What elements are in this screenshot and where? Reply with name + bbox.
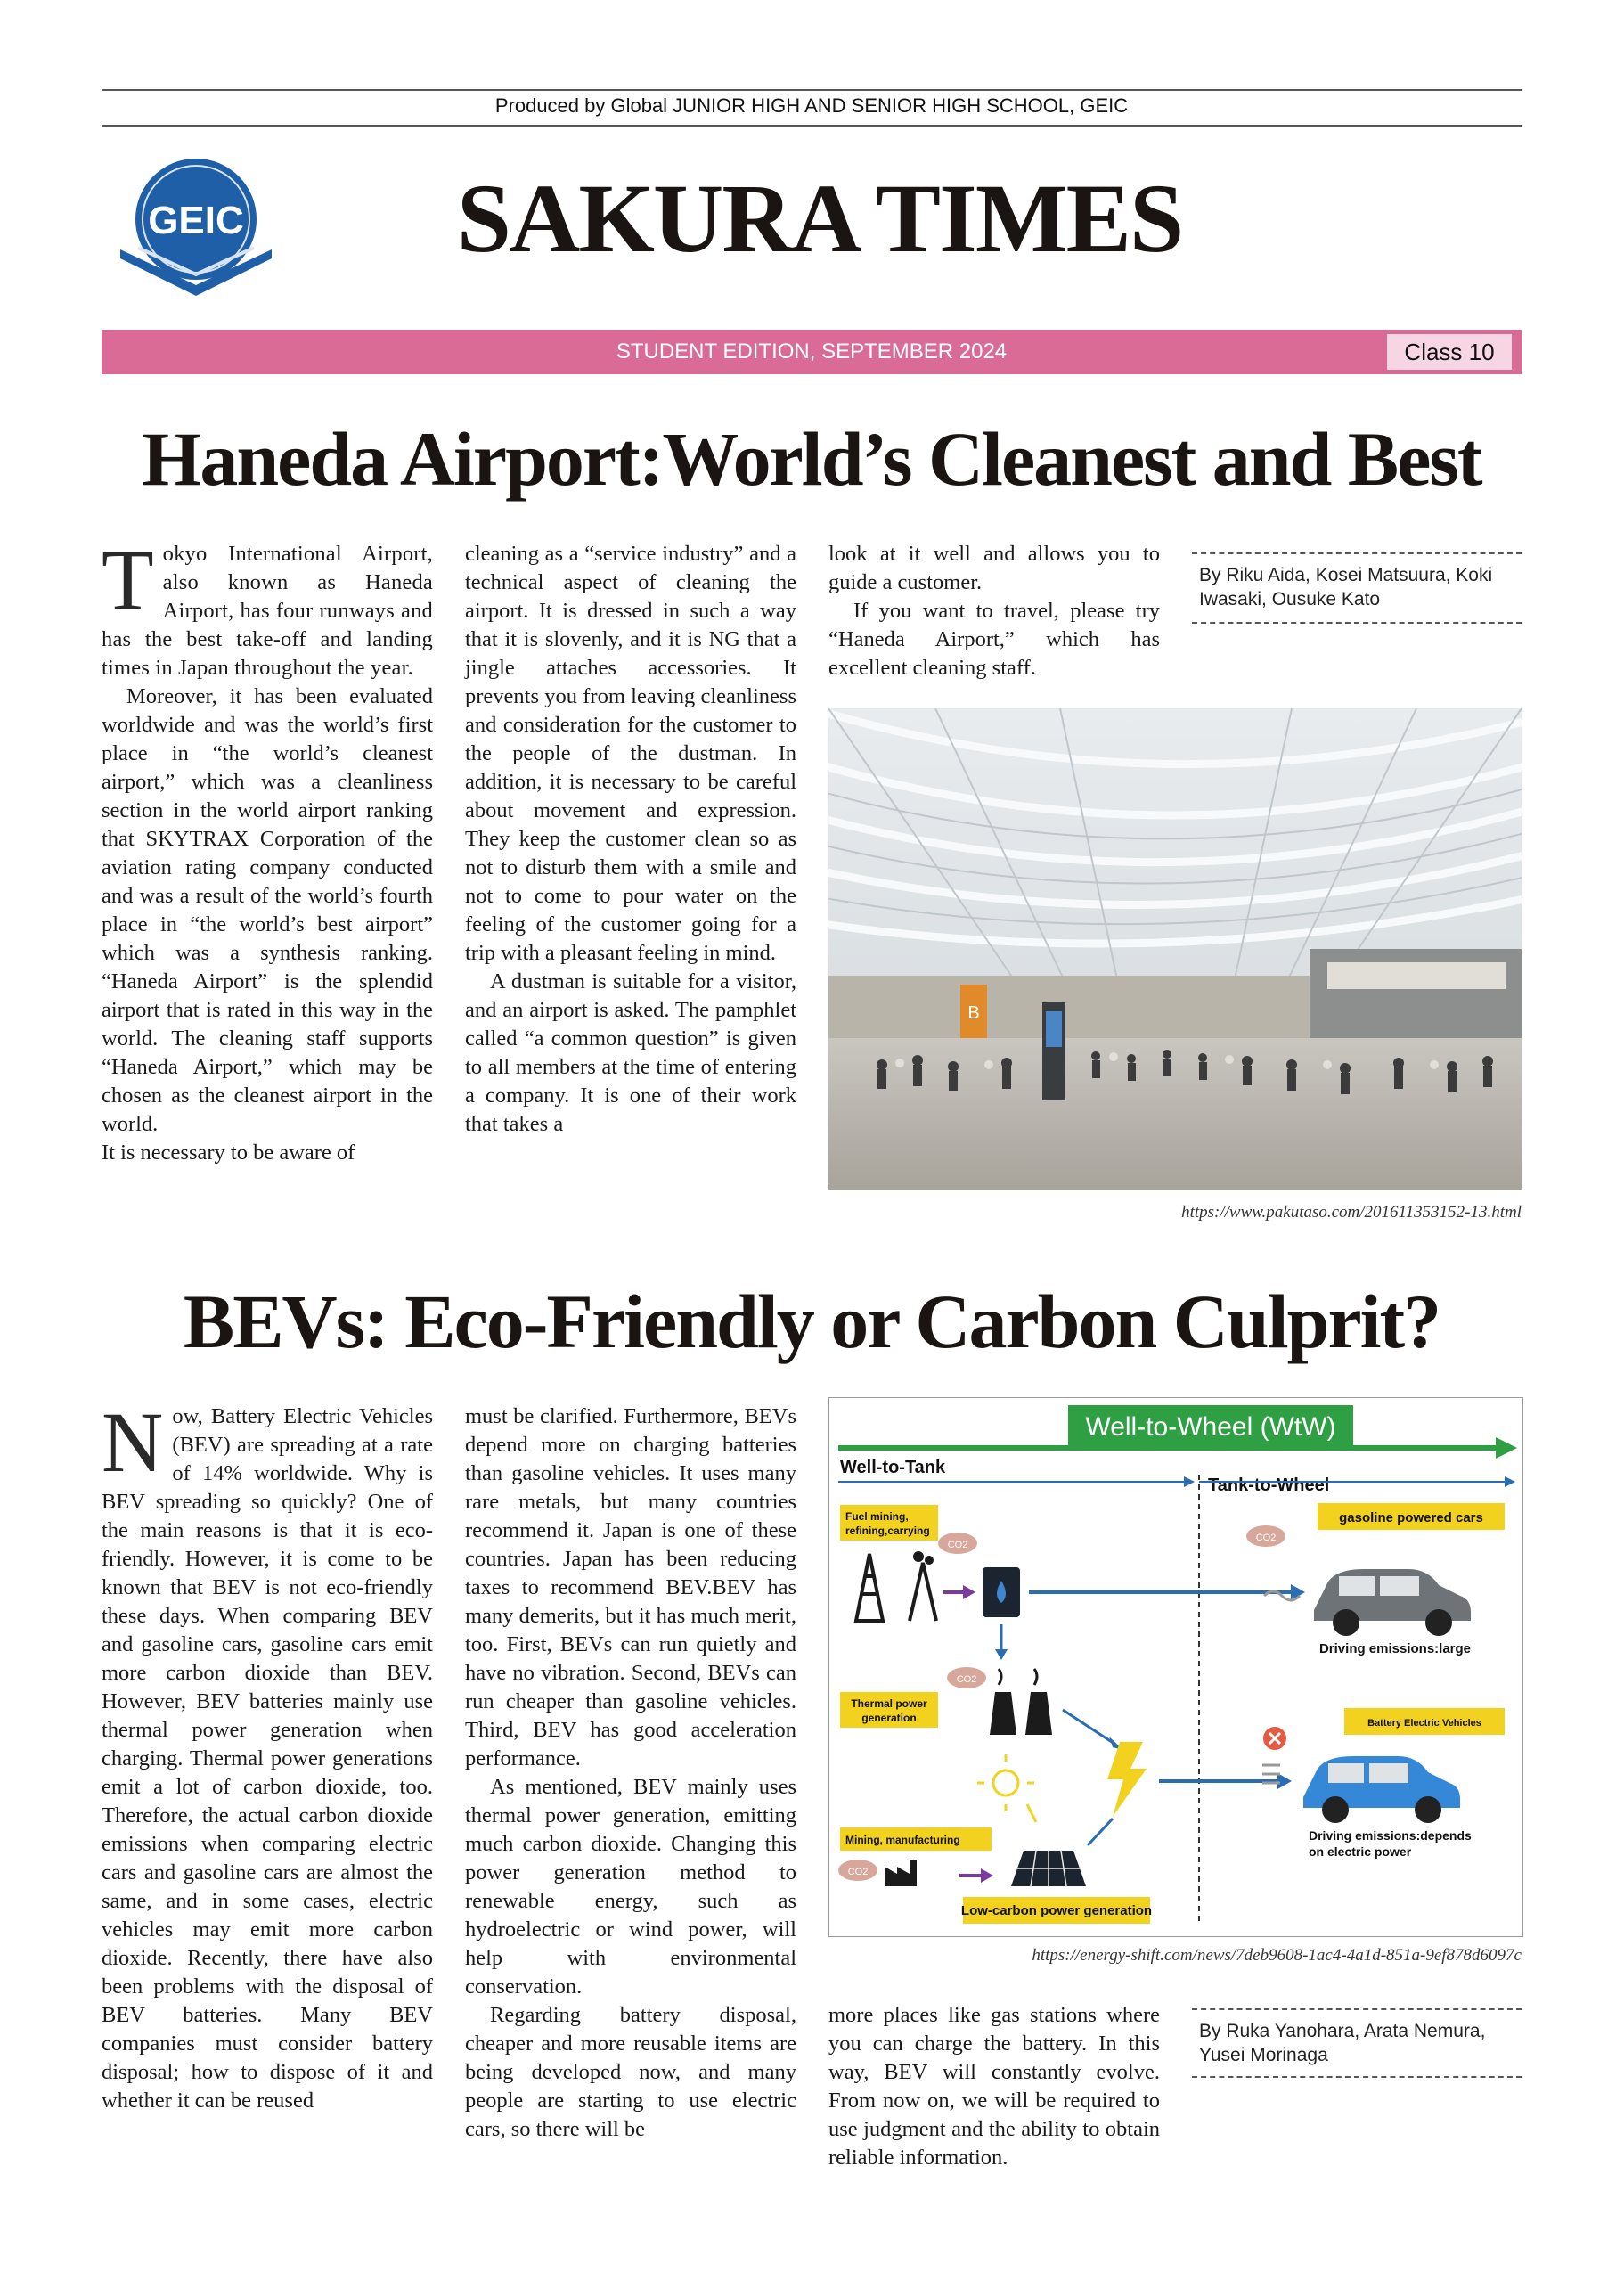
svg-text:refining,carrying: refining,carrying bbox=[845, 1525, 930, 1537]
edition-label: STUDENT EDITION, SEPTEMBER 2024 bbox=[616, 339, 1008, 364]
paragraph: more places like gas stations where you can charge the battery. In this way, BEV will constantly evolve. From now on, we will be required to use judgment and the ability to obtain reliable information. bbox=[828, 2003, 1160, 2170]
paragraph: must be clarified. Furthermore, BEVs depend more on charging batteries than gasoline vehicles. It uses many rare metals, but many countries recommend it. Japan is one of these countries. Japan has been reducing taxes to recommend BEV.BEV has many demerits, but it has much merit, too. First, BEVs can run quietly and have no vibration. Second, BEVs can run cheaper than gasoline vehicles. Third, BEV has good acceleration performance. bbox=[465, 1404, 796, 1770]
mining-label: Mining, manufacturing bbox=[845, 1834, 960, 1846]
thermal-power-label: Thermal power bbox=[851, 1697, 927, 1710]
lightning-icon bbox=[1107, 1742, 1147, 1817]
paragraph: Regarding battery disposal, cheaper and more reusable items are being developed now, and many people are starting to use electric cars, so there will be bbox=[465, 2003, 796, 2141]
paragraph: A dustman is suitable for a visitor, and an airport is asked. The pamphlet called “a common question” is given to all members at the time of entering a company. It is one of their work that takes a bbox=[465, 969, 796, 1136]
svg-text:on electric power: on electric power bbox=[1309, 1844, 1412, 1859]
gasoline-cars-label: gasoline powered cars bbox=[1339, 1510, 1483, 1525]
byline-divider bbox=[1192, 622, 1522, 624]
power-plant-icon bbox=[990, 1669, 1052, 1735]
dropcap: T bbox=[102, 532, 154, 627]
co2-badge: CO2 bbox=[1255, 1533, 1277, 1543]
well-to-tank-label: Well-to-Tank bbox=[840, 1458, 946, 1477]
article-2-column-1 bbox=[102, 1394, 433, 2115]
svg-text:generation: generation bbox=[861, 1712, 917, 1724]
diagram-title: Well-to-Wheel (WtW) bbox=[1085, 1412, 1336, 1442]
article-2-byline: By Ruka Yanohara, Arata Nemura, Yusei Morinaga bbox=[1199, 2021, 1486, 2065]
diagram-credit: https://energy-shift.com/news/7deb9608-1ac4-4a1d-851a-9ef878d6097c bbox=[1032, 1946, 1522, 1965]
article-1-headline: Haneda Airport:World’s Cleanest and Best bbox=[142, 416, 1481, 502]
article-1-byline: By Riku Aida, Kosei Matsuura, Koki Iwasaki, Ousuke Kato bbox=[1199, 565, 1493, 609]
factory-icon bbox=[885, 1860, 917, 1886]
gasoline-car-icon bbox=[1314, 1569, 1471, 1636]
paragraph: It is necessary to be aware of bbox=[102, 1140, 355, 1165]
oil-rig-icon bbox=[856, 1551, 936, 1621]
masthead-title: SAKURA TIMES bbox=[456, 164, 1183, 273]
byline-divider bbox=[1192, 552, 1522, 554]
co2-badge: CO2 bbox=[956, 1674, 977, 1685]
sun-icon bbox=[993, 1770, 1018, 1795]
byline-divider bbox=[1192, 2008, 1522, 2010]
paragraph: ow, Battery Electric Vehicles (BEV) are spreading at a rate of 14% worldwide. Why is BEV spreading so quickly? One of the main reasons is that it is eco-friendly. However, it is come to be known that BEV is not eco-friendly these days. When comparing BEV and gasoline cars, gasoline cars emit more carbon dioxide than BEV. However, BEV batteries mainly use thermal power generation when charging. Thermal power generations emit a lot of carbon dioxide, too. Therefore, the actual carbon dioxide emissions when comparing electric cars and gasoline cars are almost the same, and in some cases, electric vehicles may emit more carbon dioxide. Recently, there have also been problems with the disposal of BEV batteries. Many BEV companies must consider battery disposal; how to dispose of it and whether it can be reused bbox=[102, 1404, 433, 2113]
geic-logo bbox=[107, 151, 285, 303]
photo-credit: https://www.pakutaso.com/201611353152-13.html bbox=[1181, 1203, 1522, 1222]
producer-underline bbox=[102, 125, 1522, 127]
paragraph: look at it well and allows you to guide a customer. bbox=[828, 542, 1160, 594]
logo-text: GEIC bbox=[148, 199, 244, 242]
producer-line: Produced by Global JUNIOR HIGH AND SENIOR HIGH SCHOOL, GEIC bbox=[494, 94, 1129, 117]
driving-emissions-large: Driving emissions:large bbox=[1318, 1641, 1472, 1656]
article-2-column-3 bbox=[828, 2001, 1160, 2172]
tank-to-wheel-label: Tank-to-Wheel bbox=[1208, 1476, 1330, 1495]
paragraph: Moreover, it has been evaluated worldwide and was the world’s first place in “the world’s cleanest airport,” which was a cleanliness section in the world airport ranking that SKYTRAX Corporation of the aviation rating company conducted and was a result of the world’s fourth place in “the world’s best airport” which was a synthesis ranking. “Haneda Airport” is the splendid airport that is rated in this way in the world. The cleaning staff supports “Haneda Airport,” which may be chosen as the cleanest airport in the world. bbox=[102, 684, 433, 1136]
co2-badge: CO2 bbox=[847, 1867, 869, 1877]
electric-car-icon bbox=[1303, 1756, 1460, 1823]
article-1-column-3 bbox=[828, 540, 1160, 683]
paragraph: As mentioned, BEV mainly uses thermal power generation, emitting much carbon dioxide. Changing this power generation method to renewable energy, such as hydroelectric or wind power, will help with environmental conservation. bbox=[465, 1775, 796, 1999]
co2-badge: CO2 bbox=[947, 1540, 968, 1550]
oil-barrel-icon bbox=[983, 1567, 1020, 1617]
bev-label: Battery Electric Vehicles bbox=[1367, 1718, 1481, 1729]
paragraph: okyo International Airport, also known as Haneda Airport, has four runways and has the best take-off and landing times in Japan throughout the year. bbox=[102, 542, 433, 680]
driving-emissions-depends: Driving emissions:depends bbox=[1309, 1828, 1472, 1843]
airport-terminal-photo bbox=[828, 708, 1522, 1190]
paragraph: cleaning as a “service industry” and a technical aspect of cleaning the airport. It is dressed in such a way that it is slovenly, and it is NG that a jingle attaches accessories. It prevents you from leaving cleanliness and consideration for the customer to the people of the dustman. In addition, it is necessary to be careful about movement and expression. They keep the customer clean so as not to disturb them with a smile and not to come to pour water on the feeling of the customer going for a trip with a pleasant feeling in mind. bbox=[465, 542, 796, 965]
top-rule bbox=[102, 89, 1522, 91]
article-1-column-1 bbox=[102, 532, 433, 1167]
byline-divider bbox=[1192, 2076, 1522, 2078]
class-badge: Class 10 bbox=[1387, 334, 1512, 370]
solar-panel-icon bbox=[1011, 1851, 1086, 1886]
article-2-column-2 bbox=[465, 1402, 796, 2144]
well-to-wheel-diagram bbox=[828, 1397, 1523, 1937]
low-carbon-label: Low-carbon power generation bbox=[960, 1903, 1153, 1918]
paragraph: If you want to travel, please try “Haneda Airport,” which has excellent cleaning staff. bbox=[828, 599, 1160, 680]
article-2-headline: BEVs: Eco-Friendly or Carbon Culprit? bbox=[183, 1279, 1440, 1364]
dropcap: N bbox=[102, 1394, 164, 1490]
fuel-mining-label: Fuel mining, bbox=[845, 1510, 909, 1523]
terminal-sign-letter: B bbox=[967, 1003, 980, 1023]
article-1-column-2 bbox=[465, 540, 796, 1139]
